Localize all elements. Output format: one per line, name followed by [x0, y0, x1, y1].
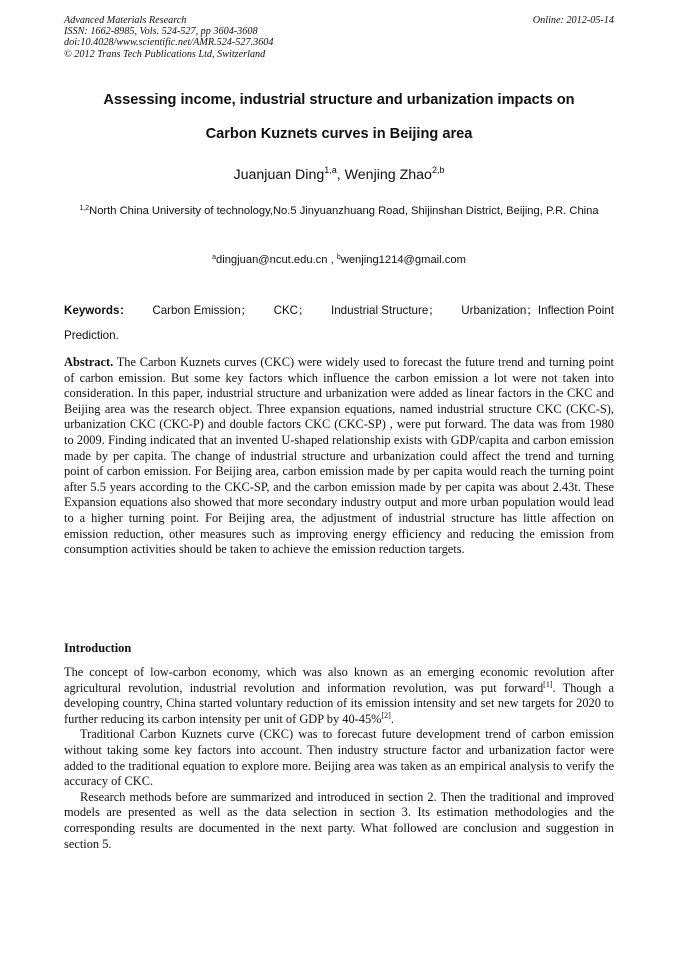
intro-paragraph: Research methods before are summarized and introduced in section 2. Then the traditional and improved models are presented as well as the data selection in section 3. Its estimation methodologies and the corresponding results are documented in the next party. What followed are conclusion and suggestion in section 5. [64, 789, 614, 851]
intro-text: The concept of low-carbon economy, which was also known as an emerging economic revolution after agricultural revolution, industrial revolution and information revolution, was put forward [64, 665, 614, 695]
abstract-label: Abstract. [64, 355, 114, 369]
author-list [64, 167, 614, 183]
paper-title-line-2: Carbon Kuznets curves in Beijing area [205, 126, 473, 142]
keywords-block [64, 302, 614, 342]
copyright-line: © 2012 Trans Tech Publications Ltd, Switzerland [64, 48, 266, 60]
citation-ref: [2] [381, 710, 391, 720]
online-date: Online: 2012-05-14 [532, 15, 614, 26]
email-superscript: b [336, 254, 341, 261]
issn-line: ISSN: 1662-8985, Vols. 524-527, pp 3604-3608 [64, 26, 258, 38]
abstract-text: The Carbon Kuznets curves (CKC) were widely used to forecast the future trend and turning point of carbon emission. But some key factors which influence the carbon emission a lot were not taken into consideration. In this paper, industrial structure and urbanization were added as linear factors in the CKC and Beijing area was the research object. Three expansion equations, named industrial structure CKC (CKC-S), urbanization CKC (CKC-P) and double factors CKC (CKC-SP) , were put forward. The data was from 1980 to 2009. Finding indicated that an invented U-shaped relationship exists with GDP/capita and carbon emission made by per capita. The change of industrial structure and urbanization could affect the trend and turning point of carbon emission. For Beijing area, carbon emission made by per capita would reach the turning point after 5.5 years according to the CKC-SP, and the carbon emission made by per capita was about 2.43t. These Expansion equations also showed that more secondary industry output and more urban population would lead to a higher turning point. For Beijing area, the adjustment of industrial structure has little affection on emission reduction, other measures such as improving energy efficiency and reducing the emission from consumption activities should be taken to achieve the emission reduction targets. [64, 355, 614, 557]
journal-header [64, 15, 273, 60]
keyword-item: Industrial Structure； [331, 304, 440, 317]
introduction-body [64, 665, 614, 852]
intro-text: . Though a developing country, China started voluntary reduction of its emission intensity and set new targets for 2020 to further reducing its carbon intensity per unit of GDP by 40-45% [64, 680, 614, 726]
keywords-continuation: Prediction. [64, 329, 119, 342]
affiliation [64, 203, 614, 220]
keywords-label: Keywords： [64, 304, 132, 317]
author-separator: , [336, 167, 345, 183]
doi-line: doi:10.4028/www.scientific.net/AMR.524-527.3604 [64, 37, 274, 49]
keyword-item: Urbanization；Inflection Point [461, 304, 614, 317]
author-name: Wenjing Zhao [344, 167, 432, 183]
intro-paragraph [64, 665, 614, 727]
affiliation-text: North China University of technology,No.5 Jinyuanzhuang Road, Shijinshan District, Beijing, P.R. China [89, 205, 599, 217]
journal-name: Advanced Materials Research [64, 15, 187, 26]
email-line [64, 254, 614, 266]
author-name: Juanjuan Ding [233, 167, 325, 183]
intro-text: . [390, 711, 394, 726]
keyword-item: Carbon Emission； [152, 304, 253, 317]
email-address: wenjing1214@gmail.com [340, 254, 466, 266]
email-address: dingjuan@ncut.edu.cn [215, 254, 328, 266]
affiliation-superscript: 1,2 [79, 205, 90, 212]
author-superscript: 1,a [324, 165, 337, 175]
section-heading-introduction: Introduction [64, 641, 132, 655]
author-superscript: 2,b [431, 165, 445, 175]
paper-title-line-1: Assessing income, industrial structure and urbanization impacts on [103, 92, 575, 108]
intro-paragraph: Traditional Carbon Kuznets curve (CKC) was to forecast future development trend of carbon emission without taking some key factors into account. Then industry structure factor and urbanization factor were added to the traditional equation to explore more. Beijing area was taken as an empirical analysis to verify the accuracy of CKC. [64, 727, 614, 789]
citation-ref: [1] [543, 679, 553, 689]
abstract-paragraph [64, 355, 614, 558]
email-superscript: a [212, 254, 216, 261]
keyword-item: CKC； [273, 304, 310, 317]
email-separator: , [327, 254, 337, 266]
